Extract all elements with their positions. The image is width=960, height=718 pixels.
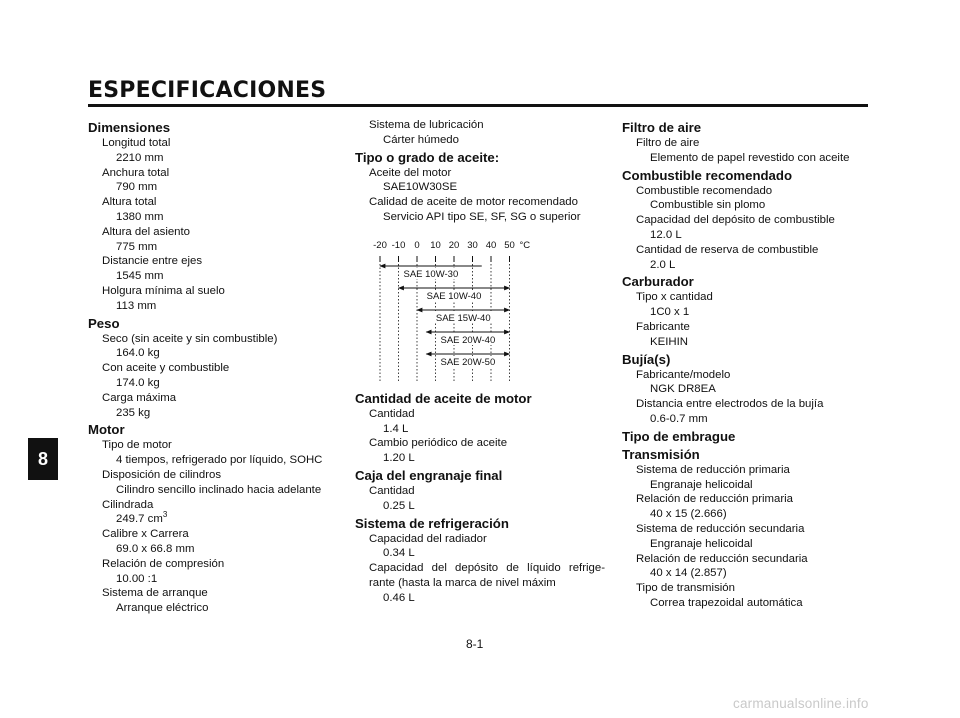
section-heading: Tipo de embrague xyxy=(622,428,736,444)
temp-tick-label: -20 xyxy=(373,240,387,251)
temp-tick-label: 20 xyxy=(448,240,460,251)
section-heading: Sistema de refrigeración xyxy=(355,515,509,531)
spec-value: 1545 mm xyxy=(116,270,164,283)
spec-label: Combustible recomendado xyxy=(636,184,773,197)
spec-label: Sistema de lubricación xyxy=(369,119,484,131)
spec-label: Cantidad de reserva de combustible xyxy=(636,243,819,256)
spec-label: Altura del asiento xyxy=(102,225,191,238)
title-rule xyxy=(88,104,868,107)
spec-label: Cantidad xyxy=(369,407,415,420)
displacement-exponent: 3 xyxy=(162,510,168,520)
spec-label: Carga máxima xyxy=(102,391,177,404)
spec-value: 0.25 L xyxy=(383,499,415,512)
temp-tick-label: -10 xyxy=(391,240,406,251)
section-heading: Filtro de aire xyxy=(622,120,702,135)
spec-value: 1.20 L xyxy=(383,452,415,465)
spec-value: 174.0 kg xyxy=(116,376,160,389)
spec-value: Engranaje helicoidal xyxy=(650,478,753,491)
page-title: ESPECIFICACIONES xyxy=(88,78,327,103)
section-heading: Carburador xyxy=(622,274,694,290)
spec-value: 775 mm xyxy=(116,240,158,253)
spec-label: Altura total xyxy=(102,196,157,209)
spec-label: Sistema de arranque xyxy=(102,587,208,600)
section-heading: Dimensiones xyxy=(88,120,171,135)
spec-value: 4 tiempos, refrigerado por líquido, SOHC xyxy=(116,454,323,467)
spec-value: 69.0 x 66.8 mm xyxy=(116,542,195,555)
spec-value: 0.6-0.7 mm xyxy=(650,412,708,425)
grade-label: SAE 10W-40 xyxy=(426,291,482,302)
spec-value: 790 mm xyxy=(116,181,158,194)
spec-value: Correa trapezoidal automática xyxy=(650,596,803,609)
grade-label: SAE 10W-30 xyxy=(403,269,459,280)
spec-label: Cambio periódico de aceite xyxy=(369,437,508,450)
oil-viscosity-chart xyxy=(360,236,570,386)
spec-label: Sistema de reducción secundaria xyxy=(636,522,805,535)
section-heading: Cantidad de aceite de motor xyxy=(355,390,532,406)
spec-label: Calidad de aceite de motor recomendado xyxy=(369,196,578,209)
spec-value: NGK DR8EA xyxy=(650,383,716,396)
spec-value: Combustible sin plomo xyxy=(650,199,766,212)
temp-tick-label: 40 xyxy=(485,240,497,251)
spec-label: Capacidad del depósito de combustible xyxy=(636,214,835,227)
section-heading: Bujía(s) xyxy=(622,351,671,367)
temp-tick-label: 0 xyxy=(414,240,420,251)
spec-value: Cilindro sencillo inclinado hacia adelante xyxy=(116,483,322,496)
spec-value: Cárter húmedo xyxy=(383,133,459,146)
spec-value: 1380 mm xyxy=(116,210,164,223)
temp-tick-label: 50 xyxy=(504,240,515,251)
spec-value: Engranaje helicoidal xyxy=(650,537,753,550)
spec-value: 0.46 L xyxy=(383,591,415,604)
spec-label: Fabricante xyxy=(636,320,690,333)
spec-label: Calibre x Carrera xyxy=(102,528,189,541)
spec-value: 40 x 15 (2.666) xyxy=(650,508,727,521)
spec-label: Sistema de reducción primaria xyxy=(636,463,790,476)
spec-label: Aceite del motor xyxy=(369,166,452,179)
watermark: carmanualsonline.info xyxy=(733,696,869,711)
spec-value: SAE10W30SE xyxy=(383,181,458,194)
spec-value-displacement xyxy=(88,512,338,527)
spec-label: Relación de compresión xyxy=(102,557,225,570)
spec-value: 113 mm xyxy=(116,299,157,312)
temp-tick-label: 30 xyxy=(467,240,478,251)
spec-label: Relación de reducción secundaria xyxy=(636,552,808,565)
section-heading: Tipo o grado de aceite: xyxy=(355,149,500,165)
spec-label: Distancia entre electrodos de la bujía xyxy=(636,398,824,411)
column-left xyxy=(88,118,338,616)
grade-label: SAE 20W-50 xyxy=(440,357,496,368)
spec-value: 1C0 x 1 xyxy=(650,306,690,319)
spec-label: Tipo de motor xyxy=(102,439,172,452)
section-heading: Combustible recomendado xyxy=(622,167,792,183)
spec-value: KEIHIN xyxy=(650,335,688,348)
spec-value: 2.0 L xyxy=(650,258,676,271)
spec-label: Relación de reducción primaria xyxy=(636,493,794,506)
spec-value: Arranque eléctrico xyxy=(116,602,209,615)
spec-label: Disposición de cilindros xyxy=(102,468,222,481)
spec-value: 12.0 L xyxy=(650,228,682,241)
spec-label: Seco (sin aceite y sin combustible) xyxy=(102,332,278,345)
section-heading: Caja del engranaje final xyxy=(355,467,503,483)
section-tab: 8 xyxy=(28,438,58,480)
spec-value: 0.34 L xyxy=(383,547,415,560)
spec-value: 164.0 kg xyxy=(116,347,160,360)
spec-value: Servicio API tipo SE, SF, SG o superior xyxy=(383,210,581,223)
spec-value: 1.4 L xyxy=(383,422,409,435)
column-right xyxy=(622,118,872,611)
spec-label: Cilindrada xyxy=(102,498,154,511)
spec-value: 10.00 :1 xyxy=(116,572,158,585)
spec-label: Filtro de aire xyxy=(636,137,700,149)
page-number: 8-1 xyxy=(466,637,484,651)
grade-label: SAE 15W-40 xyxy=(435,313,491,324)
spec-label: Capacidad del depósito de líquido refrige-rante (hasta la marca de nivel máxim xyxy=(369,562,605,589)
spec-label: Anchura total xyxy=(102,166,170,179)
temp-tick-label: 10 xyxy=(430,240,441,251)
section-heading: Peso xyxy=(88,315,120,331)
displacement-value: 249.7 cm xyxy=(116,513,163,526)
spec-label: Tipo x cantidad xyxy=(636,291,713,304)
spec-label: Cantidad xyxy=(369,484,415,497)
spec-value: Elemento de papel revestido con aceite xyxy=(650,151,850,164)
section-heading: Transmisión xyxy=(622,446,700,462)
temp-unit-label: °C xyxy=(519,240,531,251)
spec-label: Capacidad del radiador xyxy=(369,532,487,545)
spec-label: Longitud total xyxy=(102,137,171,149)
spec-value: 2210 mm xyxy=(116,151,164,164)
spec-label: Distancie entre ejes xyxy=(102,255,203,268)
spec-label: Tipo de transmisión xyxy=(636,582,735,595)
section-heading: Motor xyxy=(88,422,125,438)
spec-value: 40 x 14 (2.857) xyxy=(650,567,727,580)
grade-label: SAE 20W-40 xyxy=(440,335,496,346)
spec-value: 235 kg xyxy=(116,406,151,419)
spec-label: Con aceite y combustible xyxy=(102,362,230,375)
spec-label: Fabricante/modelo xyxy=(636,368,731,381)
spec-label: Holgura mínima al suelo xyxy=(102,284,225,297)
